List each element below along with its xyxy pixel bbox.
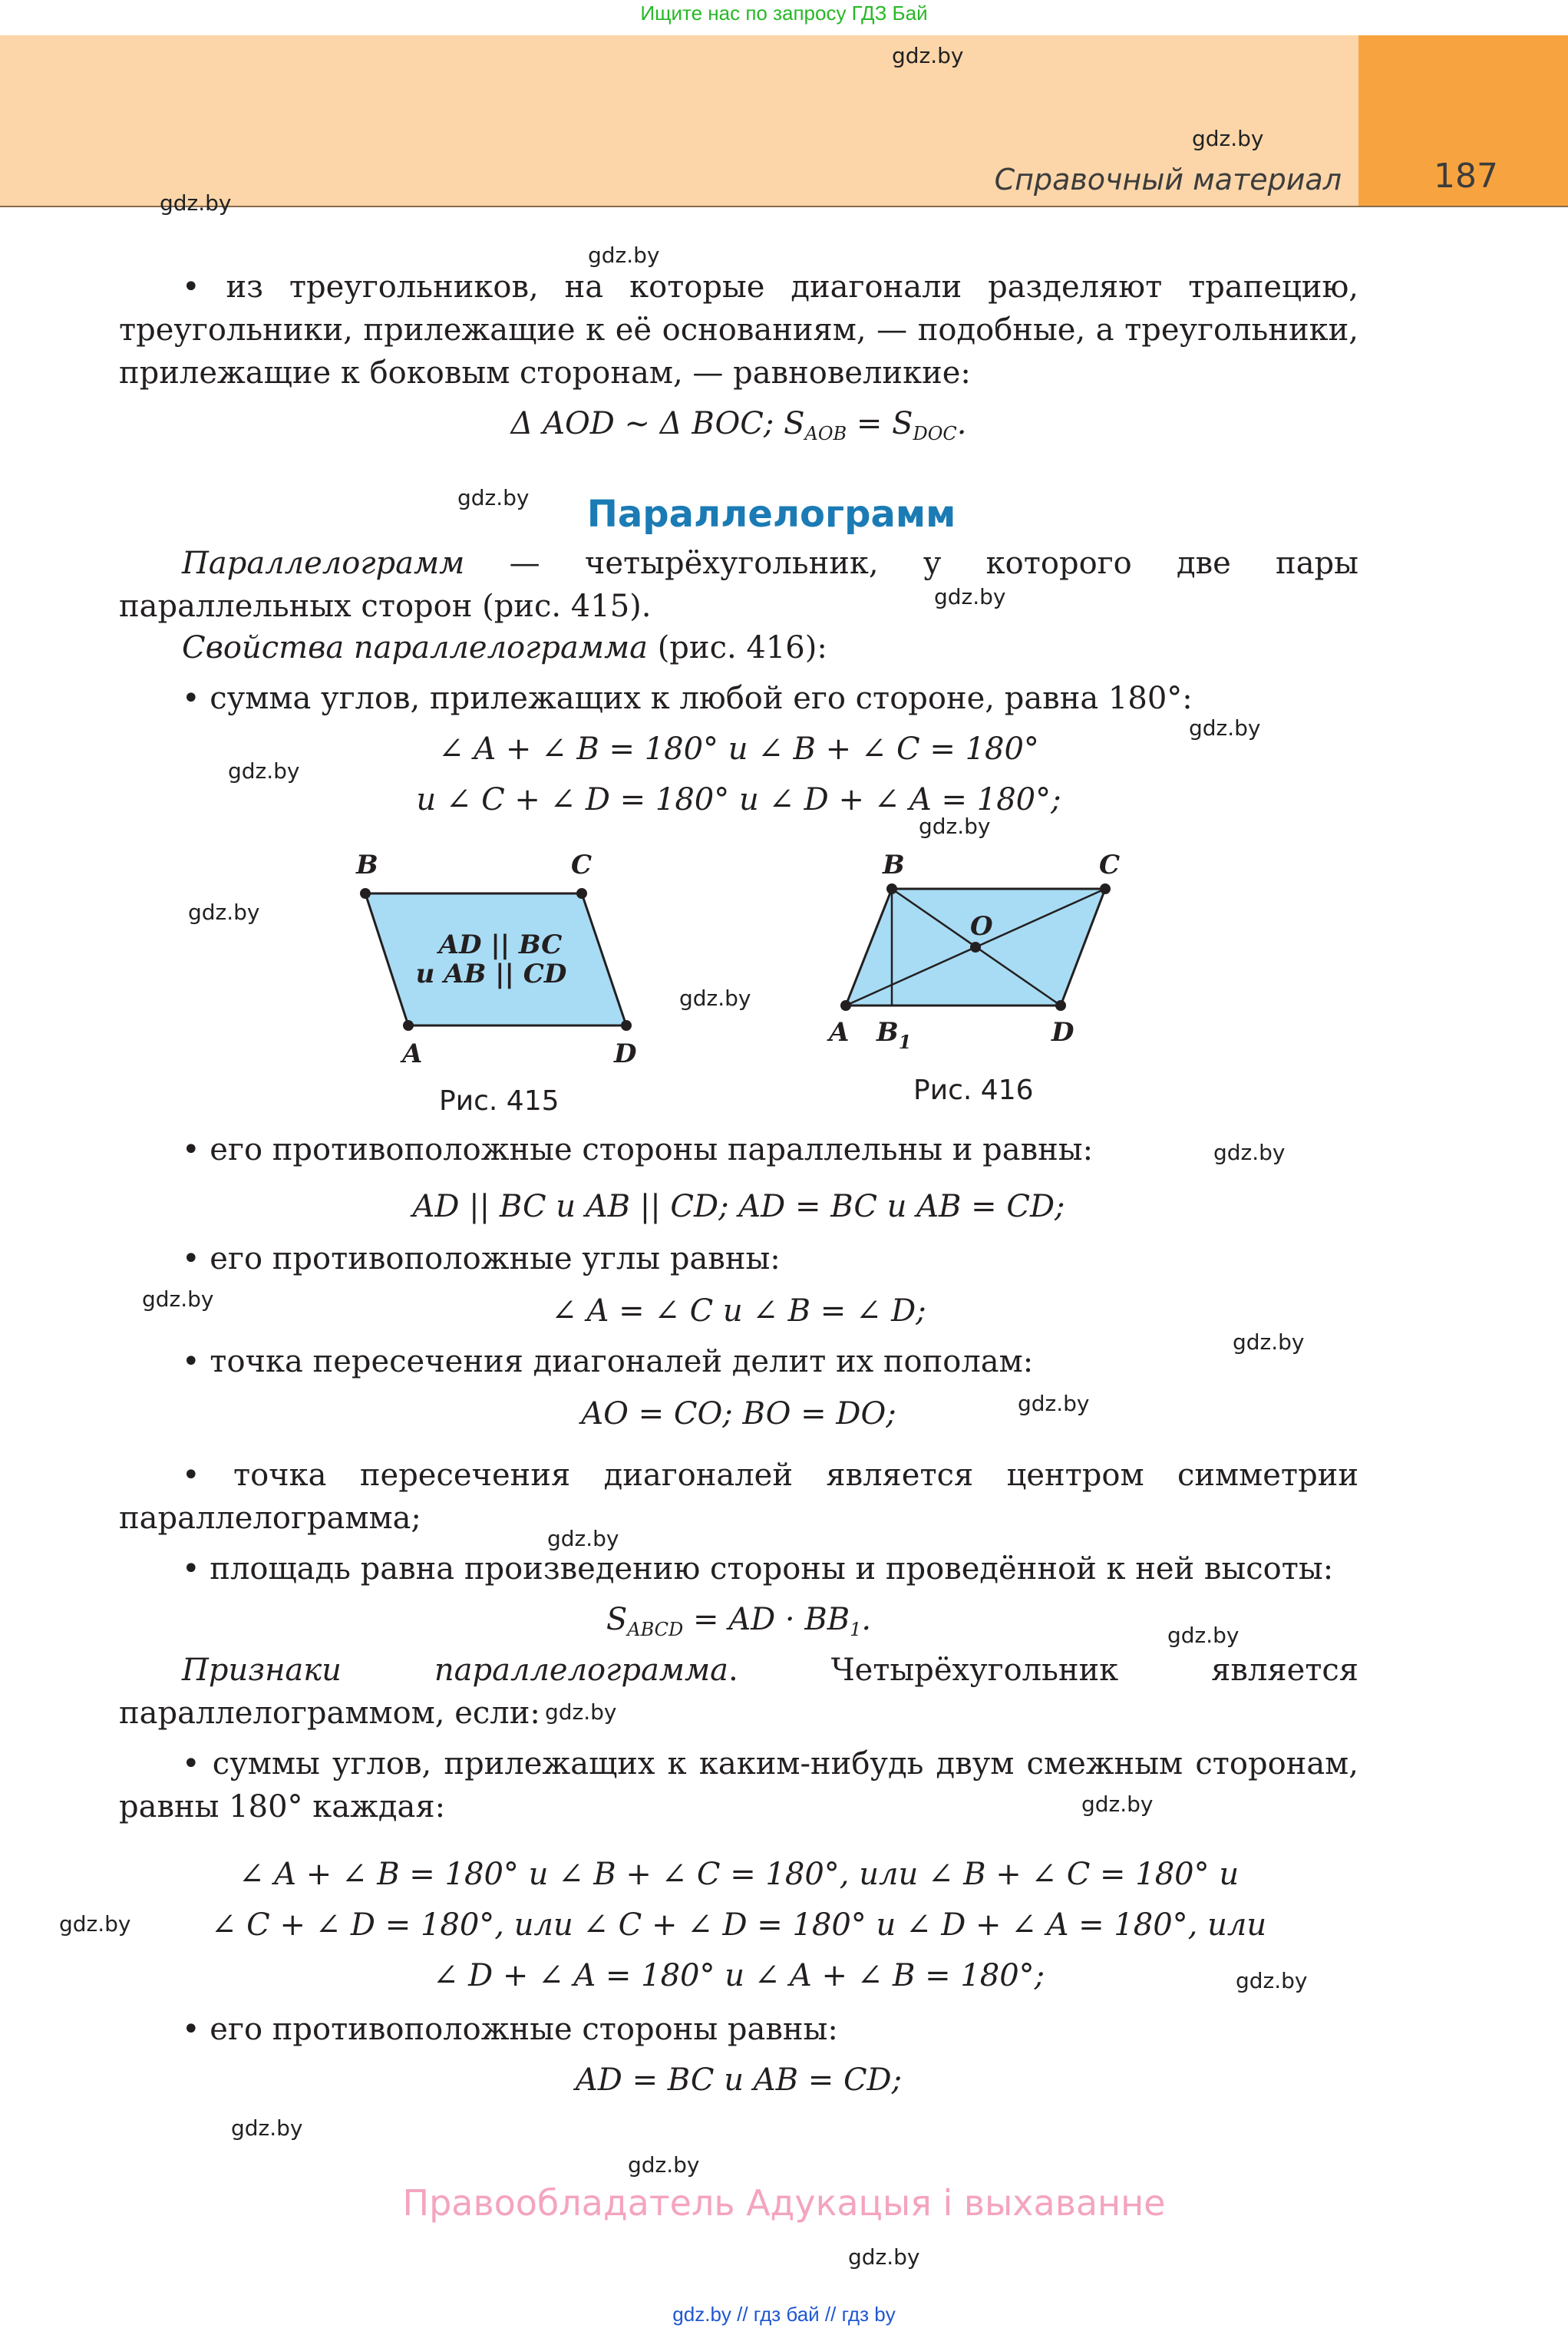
label-b: B (883, 850, 905, 880)
property-symmetry-center: • точка пересечения диагоналей является центром симметрии параллелограмма; (119, 1458, 1358, 1536)
formula-part: S (606, 1602, 628, 1637)
properties-text: (рис. 416): (647, 630, 827, 665)
section-title: Параллелограмм (586, 493, 956, 536)
vertex-point (1055, 1000, 1066, 1011)
label-c: C (1099, 850, 1121, 880)
formula-part: Δ AOD ~ Δ BOC; S (510, 406, 805, 441)
watermark: gdz.by (1167, 1623, 1240, 1648)
formula-criterion-1: ∠ A + ∠ B = 180° и ∠ B + ∠ C = 180°, или ∠ B + ∠ C = 180° и (238, 1857, 1240, 1892)
watermark: gdz.by (1236, 1968, 1308, 1993)
watermark: gdz.by (1213, 1140, 1286, 1165)
watermark: gdz.by (628, 2152, 700, 2178)
center-point (970, 942, 981, 953)
watermark: gdz.by (188, 900, 260, 925)
watermark: gdz.by (1192, 126, 1264, 151)
figure-416-caption: Рис. 416 (913, 1075, 1034, 1106)
vertex-point (840, 1000, 851, 1011)
formula-part: . (861, 1602, 872, 1637)
figure-416 (821, 841, 1128, 1072)
vertex-point (576, 888, 587, 899)
formula-part: . (956, 406, 967, 441)
vertex-point (886, 883, 897, 894)
definition-term: Параллелограмм (182, 546, 465, 581)
label-b1-letter: B (876, 1017, 899, 1048)
property-area: • площадь равна произведению стороны и проведённой к ней высоты: (182, 1551, 1334, 1587)
rights-holder-note: Правообладатель Адукацыя і выхаванне (402, 2182, 1166, 2224)
formula-subscript: DOC (913, 423, 957, 444)
header-divider (0, 206, 1568, 207)
watermark: gdz.by (228, 758, 300, 784)
watermark: gdz.by (547, 1526, 619, 1551)
label-a: A (829, 1017, 850, 1048)
criteria-term: Признаки параллелограмма (182, 1653, 728, 1688)
vertex-point (360, 888, 371, 899)
watermark: gdz.by (588, 243, 660, 268)
watermark: gdz.by (142, 1286, 214, 1312)
formula-part: = S (847, 406, 913, 441)
top-search-note: Ищите нас по запросу ГДЗ Бай (640, 2, 928, 25)
formula-part: = AD · BB (683, 1602, 850, 1637)
property-opposite-angles: • его противоположные углы равны: (182, 1241, 781, 1276)
label-d: D (1051, 1017, 1074, 1048)
watermark: gdz.by (679, 986, 751, 1011)
watermark: gdz.by (1189, 715, 1261, 741)
formula-subscript: ABCD (627, 1619, 684, 1640)
watermark: gdz.by (934, 584, 1006, 609)
vertex-point (1100, 883, 1111, 894)
label-d: D (614, 1039, 637, 1069)
watermark: gdz.by (919, 814, 991, 839)
watermark: gdz.by (545, 1699, 617, 1725)
label-o: O (970, 911, 993, 942)
criteria-text: . Четырёхугольник является параллелограммом, если: (119, 1653, 1358, 1731)
criteria-intro (119, 1649, 1358, 1735)
vertex-point (621, 1020, 632, 1031)
bullet-trapezoid-triangles: • из треугольников, на которые диагонали разделяют трапецию, треугольники, прилежащие к её основаниям, — подобные, а треугольники, прилежащие к боковым сторонам, — равновеликие: (119, 269, 1358, 391)
watermark: gdz.by (892, 43, 964, 68)
page-number: 187 (1434, 157, 1498, 196)
formula-angles-1: ∠ A + ∠ B = 180° и ∠ B + ∠ C = 180° (438, 731, 1039, 767)
label-b: B (356, 850, 378, 880)
watermark: gdz.by (1081, 1791, 1154, 1817)
formula-criterion-sides: AD = BC и AB = CD; (575, 2062, 903, 2098)
formula-area (119, 1598, 1358, 1641)
label-c: C (571, 850, 593, 880)
figure-415-caption: Рис. 415 (439, 1085, 560, 1117)
inner-text-2: и AB || CD (415, 959, 567, 989)
vertex-point (403, 1020, 414, 1031)
property-diagonals-bisect: • точка пересечения диагоналей делит их пополам: (182, 1344, 1034, 1379)
running-head: Справочный материал (994, 163, 1342, 196)
formula-criterion-3: ∠ D + ∠ A = 180° и ∠ A + ∠ B = 180°; (432, 1958, 1045, 1993)
watermark: gdz.by (59, 1911, 131, 1937)
criterion-angle-sums: • суммы углов, прилежащих к каким-нибудь двум смежным сторонам, равны 180° каждая: (119, 1746, 1358, 1824)
formula-opposite-angles: ∠ A = ∠ C и ∠ B = ∠ D; (551, 1293, 926, 1329)
watermark: gdz.by (457, 485, 530, 510)
formula-diagonals: AO = CO; BO = DO; (581, 1396, 896, 1432)
formula-angles-2: и ∠ C + ∠ D = 180° и ∠ D + ∠ A = 180°; (416, 782, 1061, 817)
property-angle-sum: • сумма углов, прилежащих к любой его стороне, равна 180°: (182, 681, 1193, 716)
formula-opposite-sides: AD || BC и AB || CD; AD = BC и AB = CD; (412, 1189, 1065, 1224)
properties-intro (119, 626, 1358, 669)
criterion-opposite-sides: • его противоположные стороны равны: (182, 2012, 838, 2047)
watermark: gdz.by (848, 2244, 920, 2270)
formula-similarity (119, 402, 1358, 445)
formula-subscript: AOB (804, 423, 847, 444)
formula-subscript: 1 (850, 1619, 862, 1640)
figure-415 (338, 847, 675, 1070)
bottom-links[interactable]: gdz.by // гдз бай // гдз by (672, 2303, 896, 2326)
inner-text-1: AD || BC (438, 930, 563, 960)
definition (119, 542, 1358, 628)
watermark: gdz.by (231, 2115, 303, 2141)
label-b1 (876, 1017, 911, 1053)
properties-term: Свойства параллелограмма (182, 630, 648, 665)
property-opposite-sides: • его противоположные стороны параллельны и равны: (182, 1132, 1094, 1167)
watermark: gdz.by (1018, 1391, 1090, 1416)
formula-criterion-2: ∠ C + ∠ D = 180°, или ∠ C + ∠ D = 180° и ∠ D + ∠ A = 180°, или (210, 1907, 1267, 1943)
watermark: gdz.by (1233, 1329, 1305, 1355)
definition-text: — четырёхугольник, у которого две пары параллельных сторон (рис. 415). (119, 546, 1358, 624)
label-a: A (402, 1039, 423, 1069)
label-b1-subscript: 1 (898, 1031, 912, 1053)
watermark: gdz.by (160, 190, 232, 216)
